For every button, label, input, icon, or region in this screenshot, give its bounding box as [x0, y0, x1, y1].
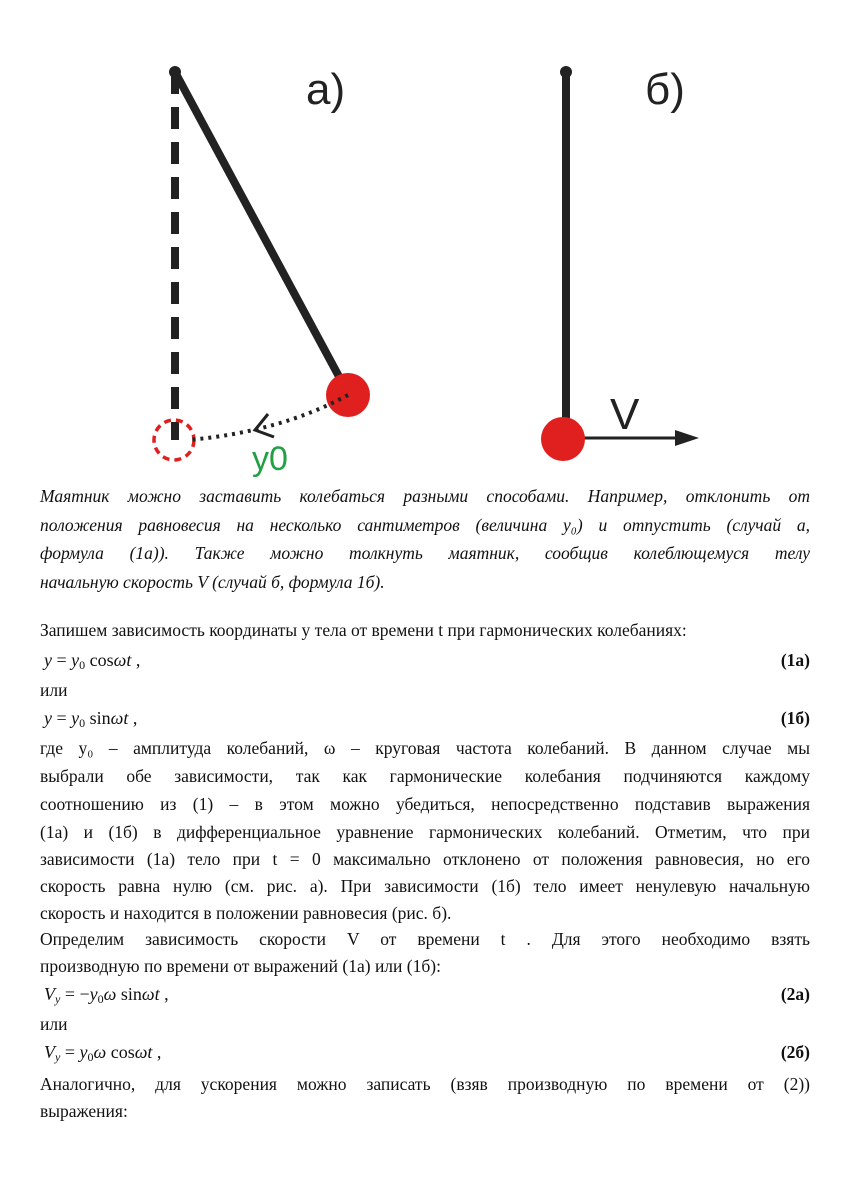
- velocity-arrow-head: [675, 430, 699, 446]
- text-line: производную по времени от выражений (1а) или (1б):: [40, 956, 441, 976]
- eq-symbol: ω: [103, 984, 117, 1004]
- text-line: выбрали обе зависимости, так как гармонические колебания подчиняются каждому: [40, 766, 810, 786]
- eq-symbol: V: [44, 1042, 55, 1062]
- text-line: выражения:: [40, 1101, 128, 1121]
- or-text: или: [40, 680, 68, 700]
- eq-subscript: 0: [97, 992, 104, 1006]
- eq-symbol: y: [71, 650, 80, 670]
- eq-punct: ,: [152, 1042, 162, 1062]
- eq-operator: =: [60, 1042, 80, 1062]
- eq-subscript: y: [55, 992, 61, 1006]
- equation-1a: [44, 650, 140, 673]
- eq-symbol: ωt: [113, 650, 132, 670]
- eq-subscript: 0: [79, 716, 86, 730]
- text-line: Аналогично, для ускорения можно записать (взяв производную по времени от (2)): [40, 1074, 810, 1094]
- pendulum-a-pivot: [169, 66, 181, 78]
- figure-caption: [40, 482, 810, 596]
- caption-line: положения равновесия на несколько сантиметров (величина y₀) и отпустить (случай а,: [40, 514, 810, 535]
- eq-symbol: y: [44, 650, 52, 670]
- equation-number-2a: (2а): [780, 984, 810, 1004]
- eq-operator: =: [52, 708, 72, 728]
- eq-punct: ,: [131, 650, 141, 670]
- pendulum-b-pivot: [560, 66, 572, 78]
- text-line: зависимости (1а) тело при t = 0 максимально отклонено от положения равновесия, но его: [40, 849, 810, 869]
- pendulum-a: [154, 65, 370, 478]
- caption-line: Маятник можно заставить колебаться разными способами. Например, отклонить от: [40, 486, 810, 506]
- pendulum-figure: [0, 0, 849, 480]
- eq-function: cos: [89, 650, 114, 670]
- eq-symbol: y: [44, 708, 52, 728]
- eq-subscript: y: [55, 1050, 61, 1064]
- eq-symbol: y: [89, 984, 98, 1004]
- eq-symbol: ωt: [141, 984, 160, 1004]
- pendulum-b: [541, 65, 699, 461]
- eq-subscript: 0: [79, 658, 86, 672]
- eq-punct: ,: [159, 984, 169, 1004]
- equation-number-2b: (2б): [780, 1042, 810, 1062]
- eq-symbol: y: [79, 1042, 88, 1062]
- pendulum-a-rod: [175, 72, 343, 384]
- figure-label-v: V: [610, 390, 640, 439]
- equation-number-1b: (1б): [780, 708, 810, 728]
- text-line: где y₀ – амплитуда колебаний, ω – круговая частота колебаний. В данном случае мы: [40, 738, 810, 758]
- equation-2a: [44, 984, 169, 1007]
- equation-1b: [44, 708, 137, 731]
- text-line: (1а) и (1б) в дифференциальное уравнение гармонических колебаний. Отметим, что при: [40, 822, 810, 842]
- text-line: скорость и находится в положении равновесия (рис. б).: [40, 903, 452, 923]
- eq-subscript: 0: [87, 1050, 94, 1064]
- eq-operator: =: [52, 650, 72, 670]
- eq-symbol: y: [71, 708, 80, 728]
- caption-line: формула (1а)). Также можно толкнуть маятник, сообщив колеблющемуся телу: [40, 543, 810, 563]
- eq-function: sin: [89, 708, 111, 728]
- figure-label-a: а): [306, 65, 346, 114]
- equation-number-1a: (1а): [780, 650, 810, 670]
- figure-label-b: б): [645, 65, 685, 114]
- caption-line: начальную скорость V (случай б, формула 1б).: [40, 571, 385, 592]
- eq-operator: = −: [60, 984, 90, 1004]
- figure-label-y0: y0: [252, 440, 288, 478]
- equation-2b: [44, 1042, 161, 1065]
- intro-paragraph: Запишем зависимость координаты y тела от времени t при гармонических колебаниях:: [40, 620, 687, 640]
- text-line: скорость равна нулю (см. рис. а). При зависимости (1б) тело имеет ненулевую начальную: [40, 876, 810, 896]
- or-text: или: [40, 1014, 68, 1034]
- eq-punct: ,: [128, 708, 138, 728]
- text-line: Определим зависимость скорости V от времени t . Для этого необходимо взять: [40, 929, 810, 949]
- pendulum-b-bob: [541, 417, 585, 461]
- eq-symbol: V: [44, 984, 55, 1004]
- eq-function: sin: [120, 984, 142, 1004]
- eq-symbol: ωt: [134, 1042, 153, 1062]
- eq-symbol: ω: [93, 1042, 107, 1062]
- eq-function: cos: [110, 1042, 135, 1062]
- text-line: соотношению из (1) – в этом можно убедиться, непосредственно подставив выражения: [40, 794, 810, 814]
- eq-symbol: ωt: [110, 708, 129, 728]
